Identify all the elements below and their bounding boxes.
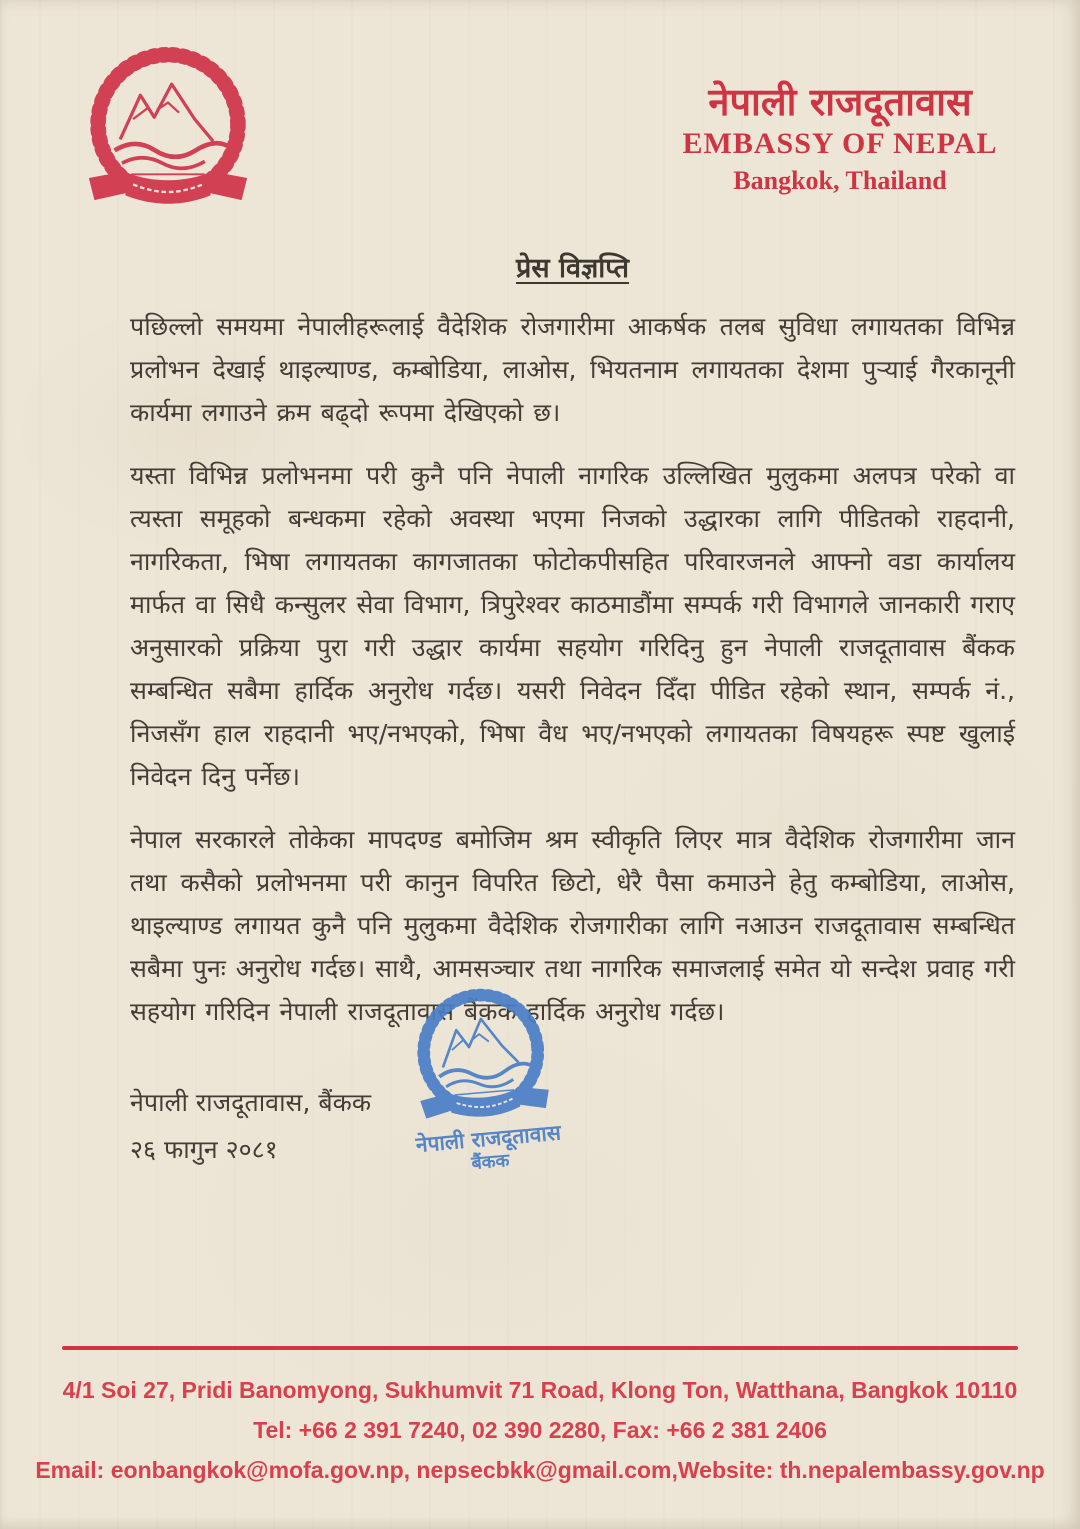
embassy-name-english: EMBASSY OF NEPAL (682, 127, 998, 160)
embassy-name-nepali: नेपाली राजदूतावास (708, 80, 972, 124)
footer-email-website: Email: eonbangkok@mofa.gov.np, nepsecbkk@gmail.com,Website: th.nepalembassy.gov.np (35, 1457, 1045, 1483)
letterhead (630, 80, 1050, 198)
stamp-text-line1: नेपाली राजदूतावास (414, 1120, 562, 1158)
paragraph-3: नेपाल सरकारले तोकेका मापदण्ड बमोजिम श्रम स्वीकृति लिएर मात्र वैदेशिक रोजगारीमा जान तथा कसैको प्रलोभनमा परी कानुन विपरित छिटो, धेरै पैसा कमाउने हेतु कम्बोडिया, लाओस, थाइल्याण्ड लगायत कुनै पनि मुलुकमा वैदेशिक रोजगारीका लागि नआउन राजदूतावास सम्बन्धित सबैमा पुनः अनुरोध गर्दछ। साथै, आमसञ्चार तथा नागरिक समाजलाई समेत यो सन्देश प्रवाह गरी सहयोग गरिदिन नेपाली राजदूतावास बैंकक हार्दिक अनुरोध गर्दछ। (130, 825, 1015, 1026)
nepal-coat-of-arms-icon (76, 38, 260, 226)
stamp-text-line2: बैंकक (470, 1150, 511, 1175)
signature-org: नेपाली राजदूतावास, बैंकक (130, 1088, 372, 1117)
document-title: प्रेस विज्ञप्ति (515, 253, 630, 284)
embassy-stamp (380, 974, 586, 1182)
paragraph-1: पछिल्लो समयमा नेपालीहरूलाई वैदेशिक रोजगारीमा आकर्षक तलब सुविधा लगायतका विभिन्न प्रलोभन देखाई थाइल्याण्ड, कम्बोडिया, लाओस, भियतनाम लगायतका देशमा पुऱ्याई गैरकानूनी कार्यमा लगाउने क्रम बढ्दो रूपमा देखिएको छ। (130, 312, 1015, 427)
letterhead-footer (0, 1346, 1080, 1490)
footer-address: 4/1 Soi 27, Pridi Banomyong, Sukhumvit 71 Road, Klong Ton, Watthana, Bangkok 10110 (62, 1377, 1018, 1403)
embassy-stamp-emblem-icon (400, 976, 563, 1140)
signature-date: २६ फागुन २०८१ (130, 1135, 278, 1164)
embassy-location: Bangkok, Thailand (733, 166, 947, 195)
footer-divider (62, 1346, 1018, 1350)
paragraph-2: यस्ता विभिन्न प्रलोभनमा परी कुनै पनि नेपाली नागरिक उल्लिखित मुलुकमा अलपत्र परेको वा त्यस्ता समूहको बन्धकमा रहेको अवस्था भएमा निजको उद्धारका लागि पीडितको राहदानी, नागरिकता, भिषा लगायतका कागजातका फोटोकपीसहित परिवारजनले आफ्नो वडा कार्यालय मार्फत वा सिधै कन्सुलर सेवा विभाग, त्रिपुरेश्वर काठमाडौंमा सम्पर्क गरी विभागले जानकारी गराए अनुसारको प्रक्रिया पुरा गरी उद्धार कार्यमा सहयोग गरिदिनु हुन नेपाली राजदूतावास बैंकक सम्बन्धित सबैमा हार्दिक अनुरोध गर्दछ। यसरी निवेदन दिँदा पीडित रहेको स्थान, सम्पर्क नं., निजसँग हाल राहदानी भए/नभएको, भिषा वैध भए/नभएको लगायतका विषयहरू स्पष्ट खुलाई निवेदन दिनु पर्नेछ। (130, 461, 1015, 791)
footer-phone-fax: Tel: +66 2 391 7240, 02 390 2280, Fax: +66 2 381 2406 (253, 1417, 827, 1443)
